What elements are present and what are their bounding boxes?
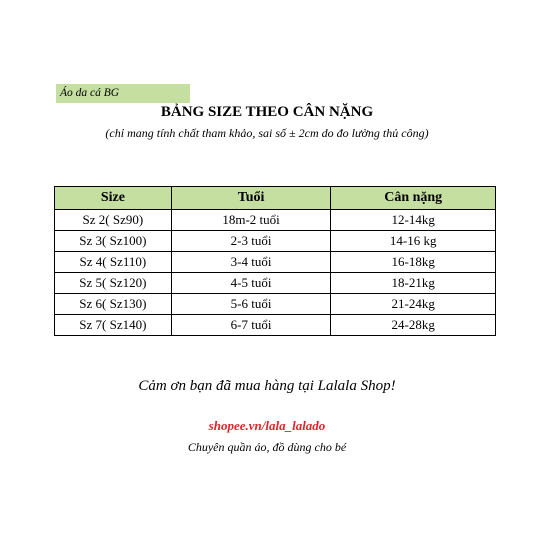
- product-tag: Áo da cá BG: [56, 84, 190, 103]
- column-header-weight: Cân nặng: [331, 187, 496, 210]
- cell-age: 3-4 tuổi: [171, 252, 331, 273]
- table-row: [55, 252, 496, 273]
- table-row: [55, 231, 496, 252]
- cell-size: Sz 2( Sz90): [55, 210, 172, 231]
- page-title: BẢNG SIZE THEO CÂN NẶNG: [160, 104, 374, 120]
- cell-weight: 12-14kg: [331, 210, 496, 231]
- cell-age: 5-6 tuổi: [171, 294, 331, 315]
- cell-age: 4-5 tuổi: [171, 273, 331, 294]
- table-row: [55, 294, 496, 315]
- column-header-size: Size: [55, 187, 172, 210]
- column-header-age: Tuổi: [171, 187, 331, 210]
- cell-age: 18m-2 tuổi: [171, 210, 331, 231]
- shop-description: Chuyên quần áo, đồ dùng cho bé: [187, 440, 347, 454]
- cell-weight: 16-18kg: [331, 252, 496, 273]
- cell-weight: 21-24kg: [331, 294, 496, 315]
- cell-size: Sz 6( Sz130): [55, 294, 172, 315]
- cell-weight: 24-28kg: [331, 315, 496, 336]
- thank-you-message: Cảm ơn bạn đã mua hàng tại Lalala Shop!: [138, 378, 396, 394]
- table-row: [55, 210, 496, 231]
- shop-link[interactable]: shopee.vn/lala_lalado: [208, 418, 326, 433]
- cell-size: Sz 4( Sz110): [55, 252, 172, 273]
- cell-size: Sz 7( Sz140): [55, 315, 172, 336]
- cell-age: 2-3 tuổi: [171, 231, 331, 252]
- cell-age: 6-7 tuổi: [171, 315, 331, 336]
- table-row: [55, 315, 496, 336]
- page-subtitle: (chỉ mang tính chất tham khảo, sai số ± 2cm do đo lường thủ công): [105, 126, 429, 140]
- table-header-row: [55, 187, 496, 210]
- cell-size: Sz 3( Sz100): [55, 231, 172, 252]
- cell-size: Sz 5( Sz120): [55, 273, 172, 294]
- table-row: [55, 273, 496, 294]
- size-table: [54, 186, 496, 336]
- cell-weight: 18-21kg: [331, 273, 496, 294]
- cell-weight: 14-16 kg: [331, 231, 496, 252]
